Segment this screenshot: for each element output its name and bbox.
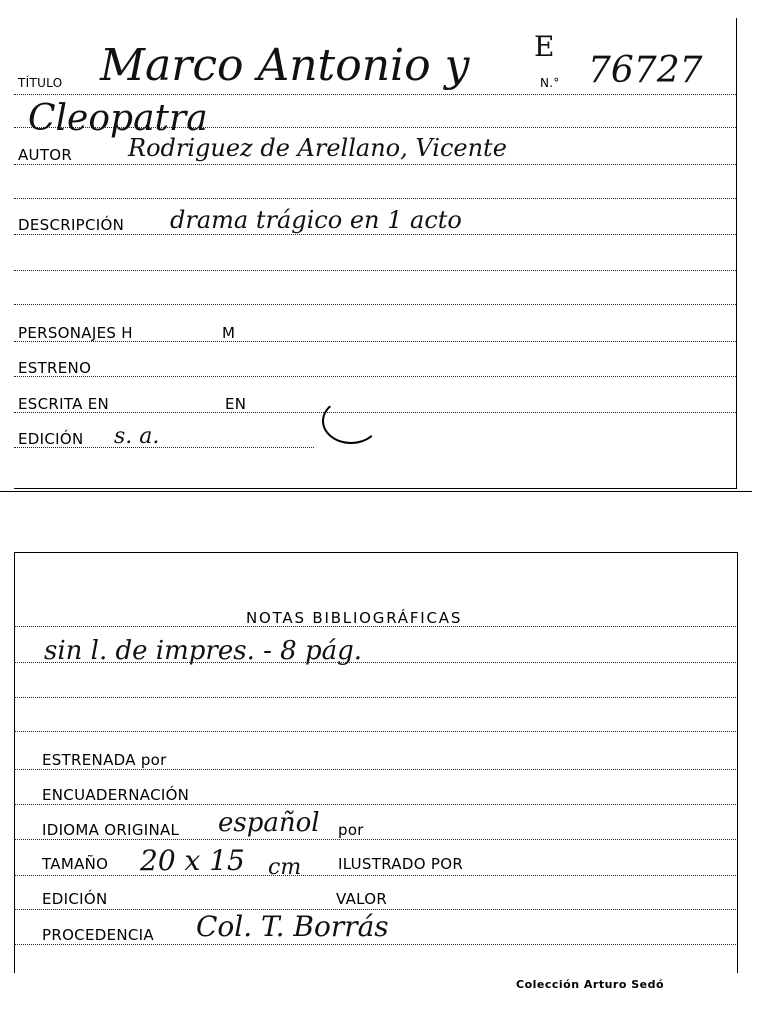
idioma-label: IDIOMA ORIGINAL	[42, 821, 180, 839]
notas-value: sin l. de impres. - 8 pág.	[44, 636, 363, 666]
titulo-line2: Cleopatra	[28, 98, 208, 139]
rule-blank-3	[14, 304, 736, 305]
titulo-value: Marco Antonio y	[100, 40, 470, 91]
tamano-value: 20 x 15	[140, 844, 245, 877]
procedencia-label: PROCEDENCIA	[42, 926, 154, 944]
valor-label: VALOR	[336, 890, 388, 908]
escrita-en-label: EN	[225, 395, 247, 413]
idioma-por-label: por	[338, 821, 364, 839]
descripcion-label: DESCRIPCIÓN	[18, 216, 125, 234]
titulo-label: TÍTULO	[18, 76, 63, 90]
rule-autor	[14, 164, 736, 165]
tamano-unit: cm	[268, 855, 302, 880]
procedencia-value: Col. T. Borrás	[196, 910, 389, 943]
card-separator-line	[0, 491, 752, 492]
rule-notas-3	[14, 731, 736, 732]
ilustrado-label: ILUSTRADO POR	[338, 855, 464, 873]
rule-procedencia	[14, 944, 736, 945]
rule-blank-2	[14, 270, 736, 271]
edicion-back-label: EDICIÓN	[42, 890, 108, 908]
descripcion-value: drama trágico en 1 acto	[170, 206, 462, 234]
autor-label: AUTOR	[18, 146, 73, 164]
notas-title: NOTAS BIBLIOGRÁFICAS	[246, 609, 463, 627]
edicion-value: s. a.	[114, 424, 160, 449]
tamano-label: TAMAÑO	[42, 855, 109, 873]
rule-estrenada	[14, 769, 736, 770]
escrita-label: ESCRITA EN	[18, 395, 110, 413]
personajes-label: PERSONAJES H	[18, 324, 133, 342]
rule-notas-1	[14, 662, 736, 663]
rule-notas-2	[14, 697, 736, 698]
personajes-m-label: M	[222, 324, 236, 342]
rule-notas	[14, 626, 736, 627]
punch-hole-mark	[322, 398, 380, 444]
rule-titulo	[14, 94, 736, 95]
estrenada-label: ESTRENADA por	[42, 751, 167, 769]
numero-mark: E	[534, 30, 555, 63]
collection-footer: Colección Arturo Sedó	[516, 978, 665, 991]
idioma-value: español	[218, 808, 320, 838]
numero-value: 76727	[588, 50, 703, 91]
rule-tamano	[14, 875, 736, 876]
estreno-label: ESTRENO	[18, 359, 92, 377]
edicion-label: EDICIÓN	[18, 430, 84, 448]
autor-value: Rodriguez de Arellano, Vicente	[128, 134, 507, 162]
rule-descripcion	[14, 234, 736, 235]
rule-blank-1	[14, 198, 736, 199]
numero-prefix: N.°	[540, 76, 560, 90]
rule-idioma	[14, 839, 736, 840]
rule-encuadernacion	[14, 804, 736, 805]
rule-estreno	[14, 376, 736, 377]
encuadernacion-label: ENCUADERNACIÓN	[42, 786, 190, 804]
